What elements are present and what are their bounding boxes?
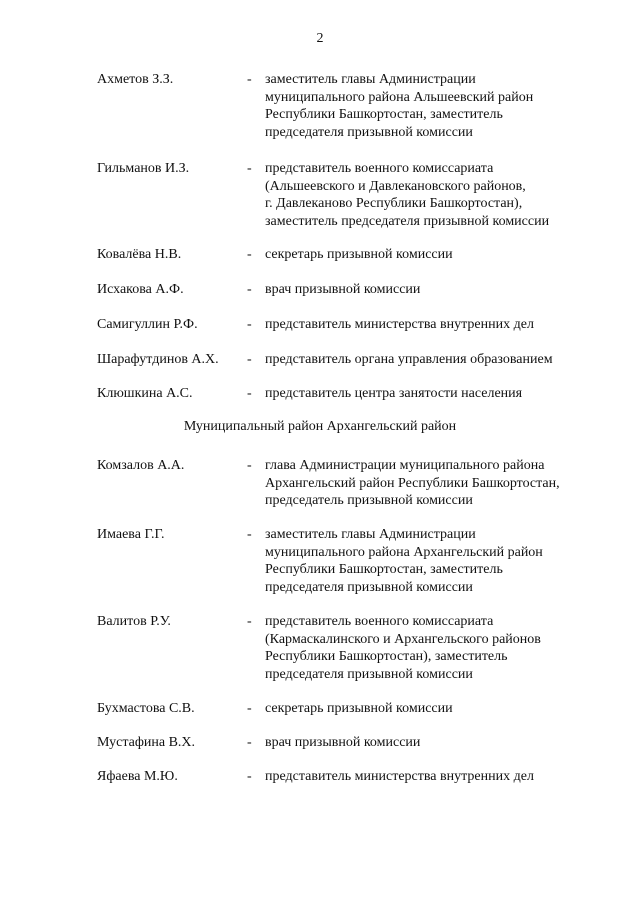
member-role [265, 768, 605, 786]
role-line: представитель органа управления образованием [265, 352, 553, 367]
role-line: представитель министерства внутренних дел [265, 769, 534, 784]
separator-dash: - [247, 735, 252, 750]
role-line: (Кармаскалинского и Архангельского районов [265, 631, 541, 647]
role-line: заместитель главы Администрации [265, 72, 476, 87]
separator-dash: - [247, 72, 252, 87]
role-line: представитель военного комиссариата [265, 614, 494, 629]
member-role [265, 457, 605, 510]
separator-dash: - [247, 769, 252, 784]
separator-dash: - [247, 317, 252, 332]
member-role [265, 385, 605, 403]
member-name: Бухмастова С.В. [97, 701, 195, 716]
separator-dash: - [247, 352, 252, 367]
member-name: Ковалёва Н.В. [97, 247, 182, 262]
separator-dash: - [247, 527, 252, 542]
role-line: глава Администрации муниципального района [265, 458, 545, 473]
separator-dash: - [247, 701, 252, 716]
member-role [265, 351, 605, 369]
member-role [265, 613, 605, 683]
separator-dash: - [247, 282, 252, 297]
member-name: Мустафина В.Х. [97, 735, 196, 750]
role-line: представитель министерства внутренних дел [265, 317, 534, 332]
role-line: Архангельский район Республики Башкортостан, [265, 475, 560, 491]
member-role [265, 71, 605, 141]
role-line: муниципального района Архангельский район [265, 544, 543, 560]
role-line: заместитель председателя призывной комиссии [265, 213, 550, 229]
member-name: Самигуллин Р.Ф. [97, 317, 198, 332]
role-line: секретарь призывной комиссии [265, 247, 453, 262]
role-line: председателя призывной комиссии [265, 666, 473, 682]
role-line: врач призывной комиссии [265, 735, 421, 750]
separator-dash: - [247, 458, 252, 473]
separator-dash: - [247, 247, 252, 262]
role-line: врач призывной комиссии [265, 282, 421, 297]
role-line: Республики Башкортостан), заместитель [265, 649, 508, 664]
member-name: Гильманов И.З. [97, 161, 190, 176]
member-name: Яфаева М.Ю. [97, 769, 178, 784]
member-name: Комзалов А.А. [97, 458, 185, 473]
member-name: Ахметов З.З. [97, 72, 174, 87]
member-role [265, 526, 605, 596]
member-name: Клюшкина А.С. [97, 386, 193, 401]
role-line: представитель военного комиссариата [265, 161, 494, 176]
role-line: заместитель главы Администрации [265, 527, 476, 542]
section-heading: Муниципальный район Архангельский район [183, 419, 457, 434]
member-role [265, 160, 605, 230]
role-line: муниципального района Альшеевский район [265, 89, 534, 105]
member-name: Валитов Р.У. [97, 614, 171, 629]
member-role [265, 246, 605, 264]
member-role [265, 700, 605, 718]
member-name: Шарафутдинов А.Х. [97, 352, 219, 367]
role-line: председатель призывной комиссии [265, 493, 473, 508]
separator-dash: - [247, 386, 252, 401]
role-line: Республики Башкортостан, заместитель [265, 107, 503, 122]
role-line: председателя призывной комиссии [265, 579, 473, 595]
member-name: Исхакова А.Ф. [97, 282, 184, 297]
member-role [265, 734, 605, 752]
member-name: Имаева Г.Г. [97, 527, 165, 542]
role-line: (Альшеевского и Давлекановского районов, [265, 178, 526, 194]
member-role [265, 281, 605, 299]
separator-dash: - [247, 614, 252, 629]
role-line: секретарь призывной комиссии [265, 701, 453, 716]
page-number: 2 [316, 31, 324, 46]
separator-dash: - [247, 161, 252, 176]
member-role [265, 316, 605, 334]
role-line: председателя призывной комиссии [265, 124, 473, 140]
role-line: представитель центра занятости населения [265, 386, 523, 401]
role-line: г. Давлеканово Республики Башкортостан), [265, 196, 523, 211]
role-line: Республики Башкортостан, заместитель [265, 562, 503, 577]
